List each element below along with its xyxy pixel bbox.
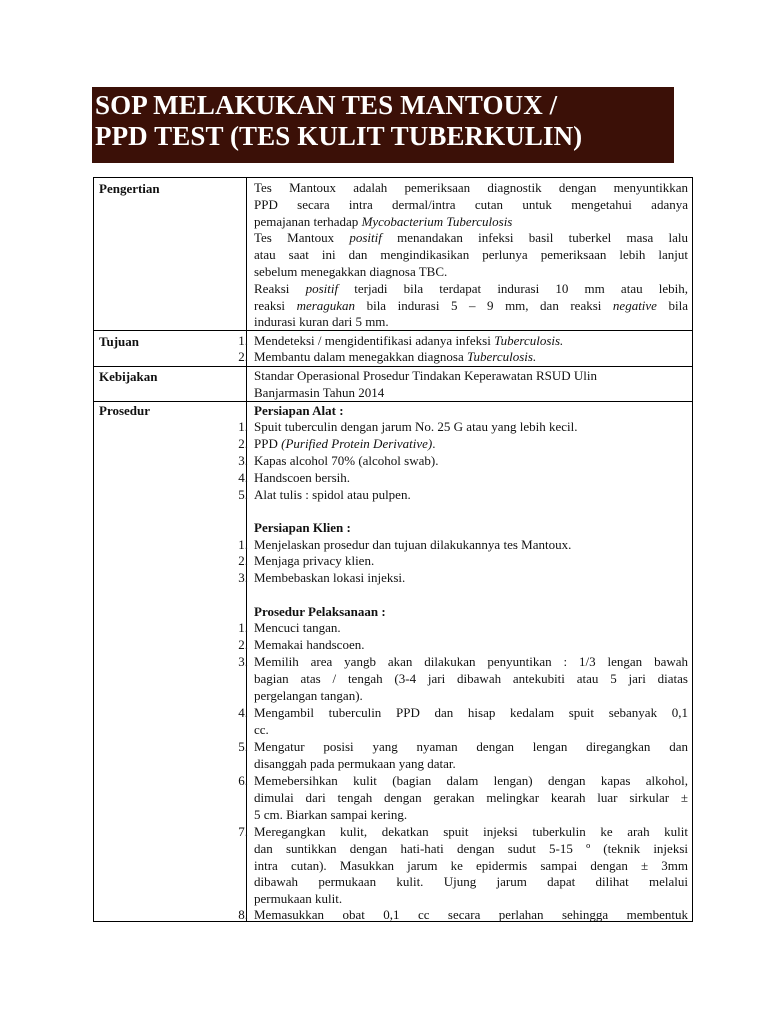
list-text: Mengatur posisi yang nyaman dengan lengan diregangkan dan — [254, 739, 688, 754]
list-item — [238, 824, 688, 908]
list-text: Membantu dalam menegakkan diagnosa Tuberculosis. — [254, 349, 537, 364]
list-text: permukaan kulit. — [254, 891, 343, 907]
pengertian-line: Reaksi positif terjadi bila terdapat indurasi 10 mm atau lebih, — [254, 280, 689, 296]
list-text: pergelangan tangan). — [254, 687, 363, 703]
list-item — [238, 705, 688, 739]
row-label-tujuan: Tujuan — [99, 334, 139, 349]
list-text: Membebaskan lokasi injeksi. — [254, 570, 406, 585]
pengertian-line: indurasi kuran dari 5 mm. — [254, 314, 389, 330]
list-text: Menjaga privacy klien. — [254, 553, 375, 568]
list-number: 2. — [238, 349, 248, 364]
list-number: 2. — [238, 637, 248, 652]
list-number: 3. — [238, 654, 248, 669]
pengertian-line: pemajanan terhadap Mycobacterium Tuberculosis — [254, 213, 513, 229]
document-title-banner — [92, 87, 674, 163]
list-item — [238, 349, 688, 366]
list-item — [238, 436, 688, 453]
list-item — [238, 654, 688, 704]
list-item — [238, 570, 688, 587]
list-item — [238, 333, 688, 350]
list-text: Kapas alcohol 70% (alcohol swab). — [254, 453, 439, 468]
list-item — [238, 637, 688, 654]
list-item — [238, 907, 688, 924]
list-text: Memilih area yangb akan dilakukan penyuntikan : 1/3 lengan bawah — [254, 654, 688, 669]
list-text: dimulai dari tengah dengan gerakan melingkar kearah luar sirkular ± — [254, 789, 688, 805]
list-number: 4. — [238, 705, 248, 720]
list-text: Alat tulis : spidol atau pulpen. — [254, 487, 411, 502]
pengertian-line: reaksi meragukan bila indurasi 5 – 9 mm, dan reaksi negative bila — [254, 297, 688, 313]
list-text: Memasukkan obat 0,1 cc secara perlahan sehingga membentuk — [254, 907, 688, 922]
list-number: 6. — [238, 773, 248, 788]
section-heading-persiapan-klien: Persiapan Klien : — [254, 520, 351, 535]
list-number: 4. — [238, 470, 248, 485]
list-item — [238, 620, 688, 637]
list-item — [238, 553, 688, 570]
list-text: Memebersihkan kulit (bagian dalam lengan) dengan kapas alkohol, — [254, 773, 688, 788]
list-text: Menjelaskan prosedur dan tujuan dilakukannya tes Mantoux. — [254, 537, 572, 552]
kebijakan-line: Banjarmasin Tahun 2014 — [254, 384, 385, 400]
row-divider — [94, 366, 692, 367]
pengertian-line: atau saat ini dan mengindikasikan perlunya pemeriksaan lebih lanjut — [254, 247, 688, 263]
list-number: 2. — [238, 436, 248, 451]
document-title-line-2: PPD TEST (TES KULIT TUBERKULIN) — [95, 121, 583, 151]
kebijakan-line: Standar Operasional Prosedur Tindakan Keperawatan RSUD Ulin — [254, 368, 597, 383]
pengertian-line: sebelum menegakkan diagnosa TBC. — [254, 263, 448, 279]
list-text: PPD (Purified Protein Derivative). — [254, 436, 436, 451]
list-number: 3. — [238, 453, 248, 468]
pengertian-line: Tes Mantoux adalah pemeriksaan diagnostik dengan menyuntikkan — [254, 180, 688, 195]
list-item — [238, 537, 688, 554]
list-number: 8. — [238, 907, 248, 922]
list-item — [238, 773, 688, 823]
sop-table — [93, 177, 693, 922]
list-text: Handscoen bersih. — [254, 470, 351, 485]
pengertian-text — [254, 180, 688, 331]
pengertian-line: Tes Mantoux positif menandakan infeksi basil tuberkel masa lalu — [254, 230, 688, 246]
list-text: Mencuci tangan. — [254, 620, 341, 635]
pengertian-line: PPD secara intra dermal/intra cutan untuk mengetahui adanya — [254, 196, 688, 212]
list-text: dan suntikkan dengan hati-hati dengan sudut 5-15 º (teknik injeksi — [254, 840, 688, 856]
list-item — [238, 419, 688, 436]
kebijakan-text — [254, 368, 688, 402]
list-number: 1. — [238, 620, 248, 635]
list-text: bagian atas / tengah (3-4 jari dibawah antekubiti atau 5 jari diatas — [254, 670, 688, 686]
list-text: disanggah pada permukaan yang datar. — [254, 755, 456, 771]
list-number: 1. — [238, 537, 248, 552]
list-number: 2. — [238, 553, 248, 568]
list-text: Meregangkan kulit, dekatkan spuit injeksi tuberkulin ke arah kulit — [254, 824, 688, 839]
list-text: Memakai handscoen. — [254, 637, 365, 652]
document-title-line-1: SOP MELAKUKAN TES MANTOUX / — [95, 90, 558, 120]
section-heading-persiapan-alat: Persiapan Alat : — [254, 403, 344, 418]
list-number: 1. — [238, 333, 248, 348]
list-item — [238, 739, 688, 773]
list-text: Spuit tuberculin dengan jarum No. 25 G atau yang lebih kecil. — [254, 419, 578, 434]
list-number: 7. — [238, 824, 248, 839]
list-text: Mengambil tuberculin PPD dan hisap kedalam spuit sebanyak 0,1 — [254, 705, 688, 720]
list-item — [238, 487, 688, 504]
list-text: dibawah permukaan kulit. Ujung jarum dapat dilihat melalui — [254, 874, 688, 890]
list-text: Mendeteksi / mengidentifikasi adanya infeksi Tuberculosis. — [254, 333, 564, 348]
row-label-pengertian: Pengertian — [99, 181, 160, 196]
list-item — [238, 453, 688, 470]
list-item — [238, 470, 688, 487]
list-text: 5 cm. Biarkan sampai kering. — [254, 806, 408, 822]
list-text: intra cutan). Masukkan jarum ke epidermis sampai dengan ± 3mm — [254, 857, 688, 873]
row-label-kebijakan: Kebijakan — [99, 369, 158, 384]
list-number: 1. — [238, 419, 248, 434]
list-text: cc. — [254, 721, 269, 737]
list-number: 3. — [238, 570, 248, 585]
row-label-prosedur: Prosedur — [99, 403, 151, 418]
list-number: 5. — [238, 487, 248, 502]
list-number: 5. — [238, 739, 248, 754]
section-heading-prosedur-pelaksanaan: Prosedur Pelaksanaan : — [254, 604, 386, 619]
